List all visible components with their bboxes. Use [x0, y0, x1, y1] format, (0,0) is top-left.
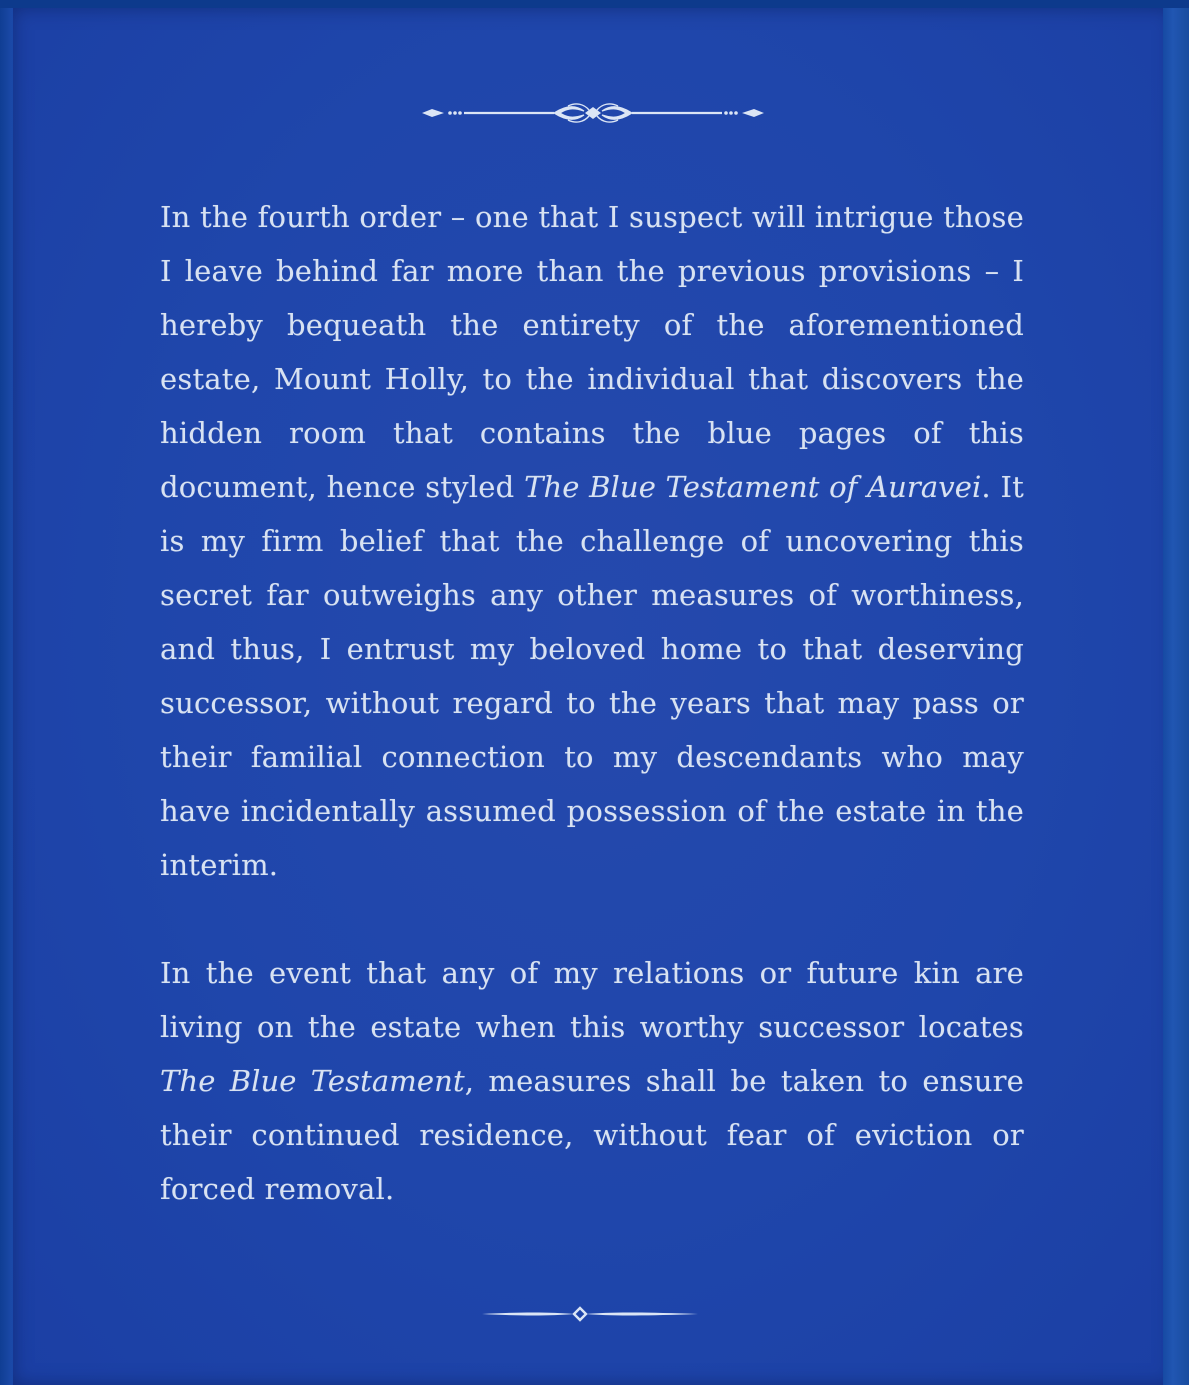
- paragraph-text: . It is my firm belief that the challenge of uncovering this secret far outweighs any other measures of worthiness, and thus, I entrust my beloved home to that deserving successor, without regard to the years that may pass or their familial connection to my descendants who may have incidentally assumed possession of the estate in the interim.: [160, 470, 1024, 882]
- paragraph-text: In the fourth order – one that I suspect will intrigue those I leave behind far more than the previous provisions – I hereby bequeath the entirety of the aforementioned estate, Mount Holly, to the individual that discovers the hidden room that contains the blue pages of this document, hence styled: [160, 200, 1024, 504]
- testament-text: [160, 190, 1024, 1216]
- paragraph-text: In the event that any of my relations or future kin are living on the estate when this worthy successor locates: [160, 956, 1024, 1044]
- flourish-divider-icon: [420, 96, 766, 130]
- paragraph-fourth-order: [160, 190, 1024, 892]
- page-right-edge: [1163, 8, 1189, 1385]
- top-edge: [0, 0, 1189, 8]
- diamond-divider-icon: [480, 1302, 700, 1326]
- paragraph-relations: [160, 946, 1024, 1216]
- document-title-italic: The Blue Testament of Auravei: [524, 470, 982, 504]
- paragraph-text: , measures shall be taken to ensure their continued residence, without fear of eviction or forced removal.: [160, 1064, 1024, 1206]
- document-title-italic: The Blue Testament: [160, 1064, 465, 1098]
